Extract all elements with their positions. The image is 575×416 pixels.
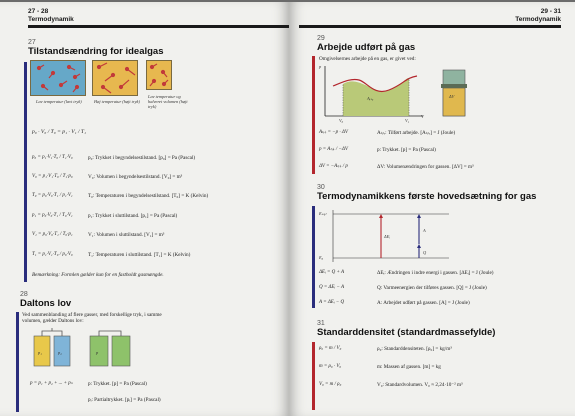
work-a-label: A xyxy=(423,228,426,233)
desc-p1: p₁: Trykket i sluttilstand. [p₁] = Pa (Pascal) xyxy=(88,213,178,219)
desc-t0: T₀: Temperaturen i begyndelsestilstand. [T₀] = K (Kelvin) xyxy=(88,193,209,199)
desc-standard-volume: V₀: Standardvolumen. V₀ ≈ 2,24·10⁻² m³ xyxy=(377,382,463,388)
desc-heat: Q: Varmeenergien der tilføres gassen. [Q] = J (Joule) xyxy=(377,285,487,291)
dalton-cylinders xyxy=(28,328,138,370)
left-page-numbers: 27 - 28 xyxy=(28,8,49,15)
energy-start-label: E₀ xyxy=(319,255,324,260)
section-28-intro: Ved sammenblanding af flere gasser, med forskellige tryk, i samme volumen, gælder Daltons lov: xyxy=(22,312,162,324)
eq-heat: Q = ΔEᵢ − A xyxy=(319,285,345,290)
desc-mass: m: Massen af gassen. [m] = kg xyxy=(377,364,441,370)
caption-high-temp: Høj temperatur (højt tryk) xyxy=(94,99,140,104)
cyl-label-p2: p₂ xyxy=(58,350,62,355)
right-page-subject: Termodynamik xyxy=(515,16,561,23)
desc-t1: T₁: Temperaturen i sluttilstand. [T₁] = K (Kelvin) xyxy=(88,252,191,258)
eq-p0: p₀ = p₁·V₁·T₀ / T₁·V₀ xyxy=(32,155,73,160)
eq-mass: m = ρ₀ · V₀ xyxy=(319,364,342,369)
section-27-title: Tilstandsændring for idealgas xyxy=(28,46,164,57)
eq-volume-change: ΔV = −Aₜᵢₗᵣ / p xyxy=(319,164,348,169)
piston-cylinder xyxy=(439,68,469,118)
dalton-desc-p: p: Trykket. [p] = Pa (Pascal) xyxy=(88,381,147,387)
right-page xyxy=(289,2,575,416)
left-page-subject: Termodynamik xyxy=(28,16,74,23)
desc-work: A: Arbejdet udført på gassen. [A] = J (Joule) xyxy=(377,300,470,306)
pv-graph-v0: V₀ xyxy=(339,118,344,123)
section-28-bar xyxy=(16,312,19,412)
eq-t1: T₁ = p₁·V₁·T₀ / p₀·V₀ xyxy=(32,252,73,257)
eq-p1: p₁ = p₀·V₀·T₁ / T₀·V₁ xyxy=(32,213,73,218)
delta-e-label: ΔEᵢ xyxy=(384,234,390,239)
eq-v0: V₀ = p₁·V₁·T₀ / T₁·p₀ xyxy=(32,174,73,179)
section-28-number: 28 xyxy=(20,291,28,298)
desc-p0: p₀: Trykket i begyndelsestilstand. [p₀] = Pa (Pascal) xyxy=(88,155,196,161)
gas-box-halved-volume xyxy=(146,60,172,90)
right-page-header xyxy=(299,8,561,28)
caption-low-temp: Lav temperatur (lavt tryk) xyxy=(36,99,82,104)
eq-pressure: p = Aₜᵢₗᵣ / −ΔV xyxy=(319,147,348,152)
left-page xyxy=(0,2,289,416)
first-law-energy-diagram xyxy=(319,208,459,264)
right-page-numbers: 29 - 31 xyxy=(540,8,561,15)
ideal-gas-state-equation: p₀ · V₀ / T₀ = p₁ · V₁ / T₁ xyxy=(32,129,86,135)
section-29-title: Arbejde udført på gas xyxy=(317,42,416,53)
section-29-intro: Omgivelsernes arbejde på en gas, er givet ved: xyxy=(319,56,416,62)
energy-end-label: Eₛₗᵤₜ xyxy=(319,211,327,216)
section-29-bar xyxy=(312,56,315,174)
section-30-number: 30 xyxy=(317,184,325,191)
pv-graph-area-label: Aᵢₛₒ xyxy=(367,96,374,101)
eq-work-added: Aₜᵢₗᵣ = −p · ΔV xyxy=(319,130,348,135)
eq-standard-volume: V₀ = m / ρ₀ xyxy=(319,382,342,387)
cyl-label-p: p xyxy=(96,350,99,355)
cyl-label-p1: p₁ xyxy=(38,350,42,355)
eq-v1: V₁ = p₀·V₀·T₁ / T₀·p₁ xyxy=(32,232,73,237)
desc-standard-density: ρ₀: Standarddensiteten. [ρ₀] = kg/m³ xyxy=(377,346,452,352)
pv-work-graph xyxy=(319,64,429,124)
section-27-number: 27 xyxy=(28,39,36,46)
section-31-bar xyxy=(312,342,315,410)
heat-q-label: Q xyxy=(423,250,427,255)
section-28-title: Daltons lov xyxy=(20,298,72,309)
section-30-title: Termodynamikkens første hovedsætning for gas xyxy=(317,191,537,202)
left-page-header xyxy=(28,8,289,28)
desc-pressure: p: Trykket. [p] = Pa (Pascal) xyxy=(377,147,436,153)
desc-v0: V₀: Volumen i begyndelsestilstand. [V₀] = m³ xyxy=(88,174,183,180)
dalton-equation: p = p₁ + p₂ + ... + pₙ xyxy=(30,381,73,386)
dalton-desc-pi: pᵢ: Partialtrykket. [pᵢ] = Pa (Pascal) xyxy=(88,397,161,403)
gas-box-high-temp xyxy=(92,60,138,96)
section-31-title: Standarddensitet (standardmassefylde) xyxy=(317,327,496,338)
section-27-bar xyxy=(24,62,27,282)
eq-standard-density: ρ₀ = m / V₀ xyxy=(319,346,342,351)
section-27-note: Bemærkning: Formlen gælder kun for en fastholdt gasmængde. xyxy=(32,272,164,278)
desc-volume-change: ΔV: Volumenændringen for gassen. [ΔV] = m³ xyxy=(377,164,474,170)
section-29-number: 29 xyxy=(317,35,325,42)
eq-t0: T₀ = p₀·V₀·T₁ / p₁·V₁ xyxy=(32,193,73,198)
desc-internal-energy: ΔEᵢ: Ændringen i indre energi i gassen. [ΔEᵢ] = J (Joule) xyxy=(377,270,494,276)
desc-work-added: Aₜᵢₗᵣ: Tilført arbejde. [Aₜᵢₗᵣ] = J (Joule) xyxy=(377,130,456,136)
desc-v1: V₁: Volumen i sluttilstand. [V₁] = m³ xyxy=(88,232,165,238)
piston-dv-label: ΔV xyxy=(449,94,455,99)
caption-halved-volume: Lav temperatur og halveret volumen (højt tryk) xyxy=(148,94,188,109)
gas-box-low-temp xyxy=(30,60,86,96)
pv-graph-y-label: p xyxy=(319,64,322,69)
pv-graph-v1: V₁ xyxy=(405,118,410,123)
pv-graph-x-label: V xyxy=(421,114,424,119)
eq-work: A = ΔEᵢ − Q xyxy=(319,300,345,305)
section-31-number: 31 xyxy=(317,320,325,327)
section-30-bar xyxy=(312,206,315,308)
eq-first-law: ΔEᵢ = Q + A xyxy=(319,270,345,275)
